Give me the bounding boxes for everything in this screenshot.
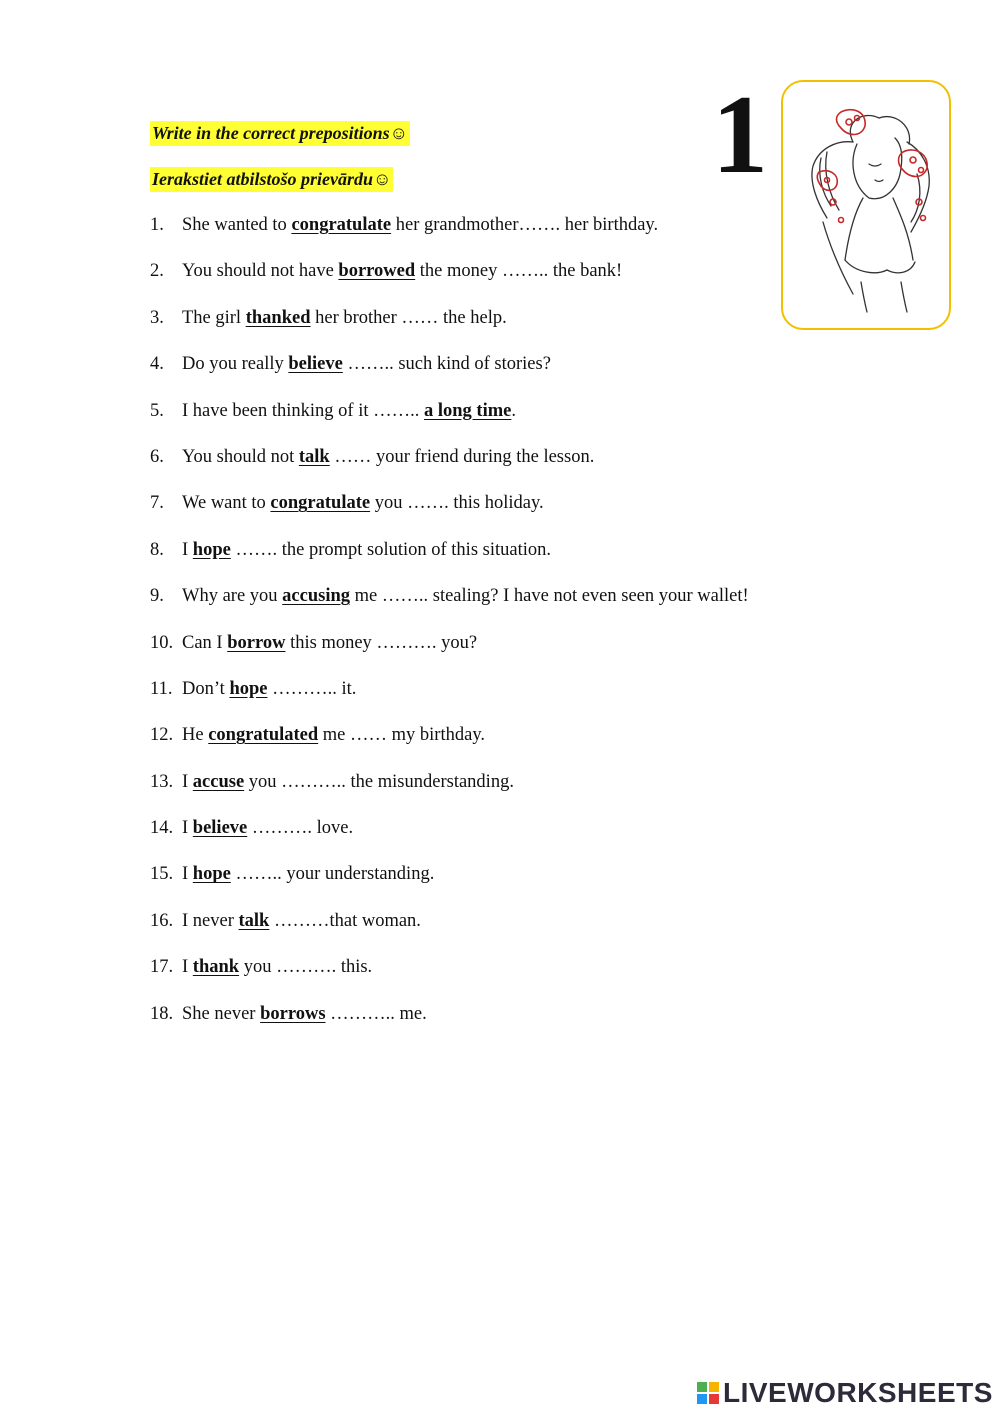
- exercise-keyword: believe: [192, 818, 248, 839]
- logo-text: LIVEWORKSHEETS: [723, 1377, 993, 1408]
- exercise-item: [150, 445, 749, 491]
- exercise-text-before: I have been thinking of it ……..: [182, 400, 424, 421]
- exercise-text-before: You should not: [182, 446, 299, 467]
- exercise-item: [150, 816, 749, 862]
- exercise-number: 3.: [150, 307, 164, 328]
- exercise-text-after: you ……. this holiday.: [370, 493, 544, 514]
- exercise-keyword: hope: [192, 539, 231, 560]
- exercise-text-before: You should not have: [182, 261, 339, 282]
- exercise-item: [150, 538, 749, 584]
- exercise-item: [150, 259, 749, 305]
- exercise-text-after: ……….. it.: [267, 678, 357, 699]
- exercise-text-before: The girl: [182, 307, 246, 328]
- exercise-text-after: ………. love.: [247, 818, 354, 839]
- exercise-text-before: I: [182, 864, 193, 885]
- exercise-number: 14.: [150, 818, 174, 839]
- exercise-text-before: I: [182, 957, 193, 978]
- exercise-keyword: borrowed: [338, 261, 416, 282]
- logo-block: [709, 1382, 719, 1392]
- exercise-text-before: Can I: [182, 632, 228, 653]
- exercise-text-after: me …….. stealing? I have not even seen your wallet!: [350, 586, 749, 607]
- exercise-item: [150, 306, 749, 352]
- page-number: 1: [712, 73, 768, 197]
- exercise-text-after: .: [511, 400, 516, 421]
- logo-blocks-icon: [697, 1382, 719, 1404]
- exercise-number: 12.: [150, 725, 174, 746]
- instruction-heading-latvian: Ierakstiet atbilstošo prievārdu☺: [150, 167, 393, 192]
- exercise-item: [150, 352, 749, 398]
- exercise-number: 11.: [150, 678, 173, 699]
- exercise-text-before: She wanted to: [182, 215, 292, 235]
- exercise-number: 15.: [150, 864, 174, 885]
- exercise-keyword: believe: [288, 354, 343, 375]
- exercise-text-before: Do you really: [182, 354, 289, 375]
- exercise-text-before: He: [182, 725, 209, 746]
- exercise-item: [150, 677, 749, 723]
- exercise-item: [150, 909, 749, 955]
- exercise-number: 4.: [150, 354, 164, 375]
- exercise-number: 5.: [150, 400, 164, 421]
- exercise-item: [150, 584, 749, 630]
- exercise-text-after: her grandmother……. her birthday.: [391, 215, 659, 235]
- exercise-number: 9.: [150, 586, 164, 607]
- exercise-number: 13.: [150, 771, 174, 792]
- exercise-item: [150, 770, 749, 816]
- exercise-item: [150, 1002, 749, 1048]
- exercise-text-before: She never: [182, 1003, 261, 1024]
- girl-with-flowers-drawing-icon: [783, 82, 951, 330]
- exercise-text-before: I never: [182, 910, 239, 931]
- logo-block: [697, 1394, 707, 1404]
- exercise-item: [150, 491, 749, 537]
- exercise-number: 18.: [150, 1003, 174, 1024]
- exercise-keyword: thank: [192, 957, 240, 978]
- exercise-item: [150, 213, 749, 259]
- exercise-keyword: hope: [229, 678, 268, 699]
- exercise-text-after: you ………. this.: [239, 957, 373, 978]
- exercise-text-after: me …… my birthday.: [318, 725, 485, 746]
- exercise-keyword: borrow: [227, 632, 286, 653]
- exercise-number: 10.: [150, 632, 174, 653]
- exercise-item: [150, 862, 749, 908]
- exercise-keyword: accusing: [282, 586, 351, 607]
- instruction-heading-english: Write in the correct prepositions☺: [150, 121, 410, 146]
- exercise-text-after: …….. such kind of stories?: [342, 354, 551, 375]
- exercise-text-after: this money ………. you?: [285, 632, 478, 653]
- exercise-text-before: Why are you: [182, 586, 283, 607]
- logo-block: [709, 1394, 719, 1404]
- exercise-keyword: a long time: [424, 400, 512, 421]
- exercise-text-after: …… your friend during the lesson.: [329, 446, 595, 467]
- exercise-text-before: We want to: [182, 493, 271, 514]
- exercise-keyword: congratulate: [291, 215, 392, 235]
- exercise-item: [150, 631, 749, 677]
- exercise-text-before: I: [182, 818, 193, 839]
- exercise-text-before: I: [182, 771, 193, 792]
- exercise-keyword: hope: [192, 864, 231, 885]
- exercise-item: [150, 399, 749, 445]
- logo-block: [697, 1382, 707, 1392]
- exercise-number: 6.: [150, 446, 164, 467]
- liveworksheets-logo: [697, 1376, 993, 1410]
- exercise-number: 7.: [150, 493, 164, 514]
- illustration-frame: [781, 80, 951, 330]
- exercise-number: 16.: [150, 910, 174, 931]
- exercise-text-after: the money …….. the bank!: [415, 261, 623, 282]
- exercise-number: 1.: [150, 215, 164, 235]
- exercise-text-after: ………that woman.: [269, 910, 421, 931]
- exercise-text-before: Don’t: [182, 678, 230, 699]
- exercise-keyword: borrows: [260, 1003, 326, 1024]
- exercise-text-after: ……. the prompt solution of this situation.: [230, 539, 551, 560]
- exercise-number: 8.: [150, 539, 164, 560]
- exercise-text-after: her brother …… the help.: [310, 307, 507, 328]
- exercise-keyword: talk: [238, 910, 270, 931]
- exercise-keyword: thanked: [245, 307, 311, 328]
- exercise-keyword: talk: [298, 446, 330, 467]
- exercise-keyword: congratulated: [208, 725, 319, 746]
- exercise-text-before: I: [182, 539, 193, 560]
- exercise-number: 17.: [150, 957, 174, 978]
- exercise-text-after: …….. your understanding.: [230, 864, 435, 885]
- exercise-item: [150, 955, 749, 1001]
- exercise-text-after: you ……….. the misunderstanding.: [244, 771, 514, 792]
- exercise-text-after: ……….. me.: [325, 1003, 427, 1024]
- exercise-number: 2.: [150, 261, 164, 282]
- exercise-keyword: accuse: [192, 771, 245, 792]
- exercise-keyword: congratulate: [270, 493, 371, 514]
- exercise-list: [150, 213, 749, 1048]
- exercise-item: [150, 723, 749, 769]
